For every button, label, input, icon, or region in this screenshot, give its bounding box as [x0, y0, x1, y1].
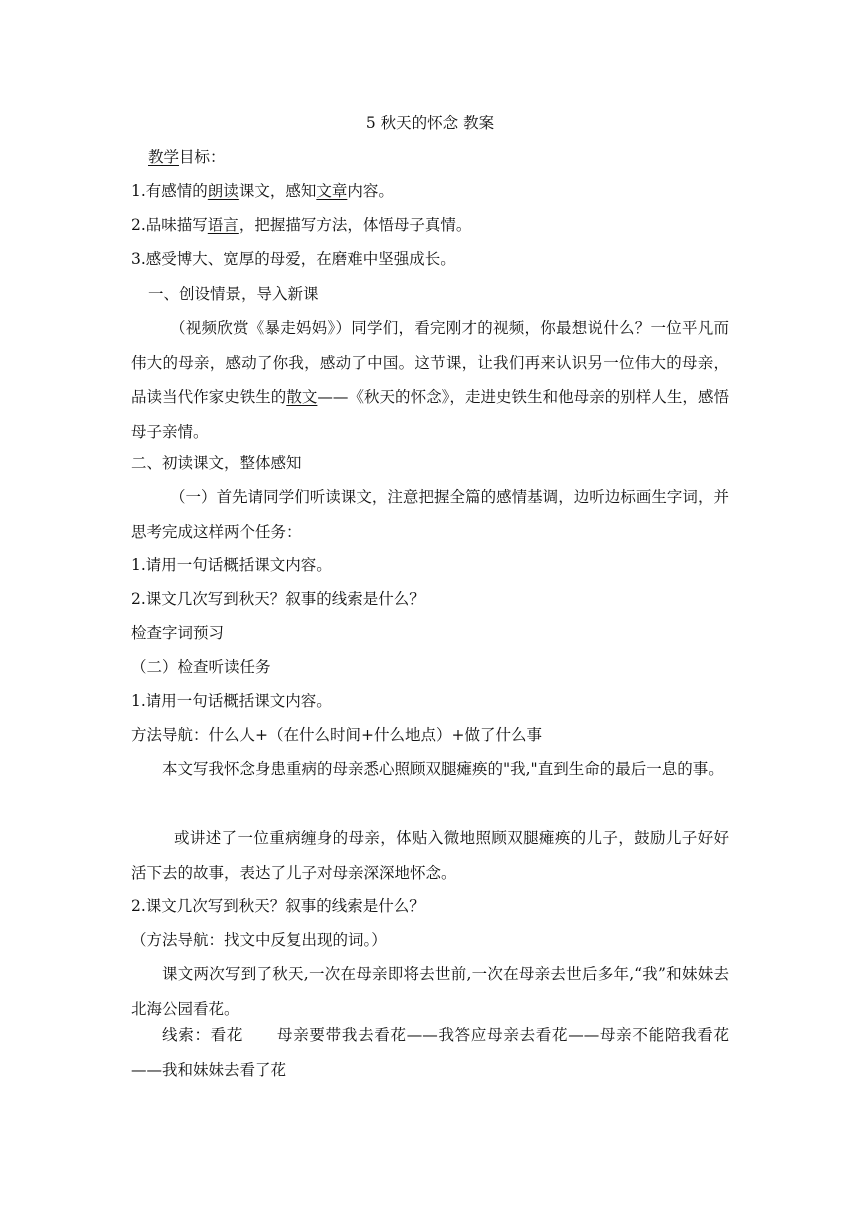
paragraph-text: ——《秋天的怀念》，走进史铁生和他母亲的别样人生，感悟母子亲情。 [131, 388, 729, 441]
paragraph-keyword: 散文 [286, 388, 318, 406]
section1-paragraph [131, 311, 729, 449]
section2-intro: （一）首先请同学们听读课文，注意把握全篇的感情基调，边听边标画生字词，并思考完成这样两个任务： [131, 488, 729, 541]
objective-text: 内容。 [347, 182, 394, 200]
task-2: 2.课文几次写到秋天？叙事的线索是什么？ [131, 590, 425, 608]
objectives-label-underlined: 教学 [148, 148, 180, 166]
answer-1-alternative: 或讲述了一位重病缠身的母亲，体贴入微地照顾双腿瘫痪的儿子，鼓励儿子好好活下去的故事，表达了儿子对母亲深深地怀念。 [131, 829, 729, 882]
objective-text: 1.有感情的 [131, 182, 208, 200]
objective-text: 课文，感知 [238, 182, 317, 200]
method-guide-1: 方法导航：什么人+（在什么时间+什么地点）+做了什么事 [131, 726, 542, 744]
objectives-label [148, 144, 226, 170]
section1-heading: 一、创设情景，导入新课 [148, 285, 319, 303]
narrative-clue: 线索：看花 母亲要带我去看花——我答应母亲去看花——母亲不能陪我看花——我和妹妹去看了花 [131, 1026, 729, 1079]
method-guide-2: （方法导航：找文中反复出现的词。） [131, 931, 387, 949]
objective-keyword: 朗读 [207, 182, 239, 200]
objective-keyword: 文章 [316, 182, 348, 200]
objective-text: ，把握描写方法，体悟母子真情。 [238, 216, 472, 234]
objective-text: 2.品味描写 [131, 216, 208, 234]
objective-text: 3.感受博大、宽厚的母爱，在磨难中坚强成长。 [131, 250, 456, 268]
objective-item-3 [131, 246, 456, 272]
answer-1: 本文写我怀念身患重病的母亲悉心照顾双腿瘫痪的"我,"直到生命的最后一息的事。 [162, 760, 724, 778]
objective-item-2 [131, 212, 471, 238]
objective-item-1 [131, 178, 394, 204]
question-2: 2.课文几次写到秋天？叙事的线索是什么？ [131, 897, 425, 915]
question-1: 1.请用一句话概括课文内容。 [131, 692, 332, 710]
answer-2: 课文两次写到了秋天,一次在母亲即将去世前,一次在母亲去世后多年,“我”和妹妹去北海公园看花。 [131, 965, 729, 1018]
task-1: 1.请用一句话概括课文内容。 [131, 556, 332, 574]
document-title: 5 秋天的怀念 教案 [365, 114, 495, 132]
objectives-label-rest: 目标： [179, 148, 226, 166]
check-vocabulary: 检查字词预习 [131, 624, 225, 642]
section2-heading: 二、初读课文，整体感知 [131, 454, 302, 472]
paragraph-text: （视频欣赏《暴走妈妈》）同学们，看完刚才的视频，你最想说什么？一位平凡而伟大的母亲，感动了你我，感动了中国。这节课，让我们再来认识另一位伟大的母亲，品读当代作家史铁生的 [131, 319, 729, 406]
objective-keyword: 语言 [207, 216, 239, 234]
subsection-2-heading: （二）检查听读任务 [131, 658, 271, 676]
